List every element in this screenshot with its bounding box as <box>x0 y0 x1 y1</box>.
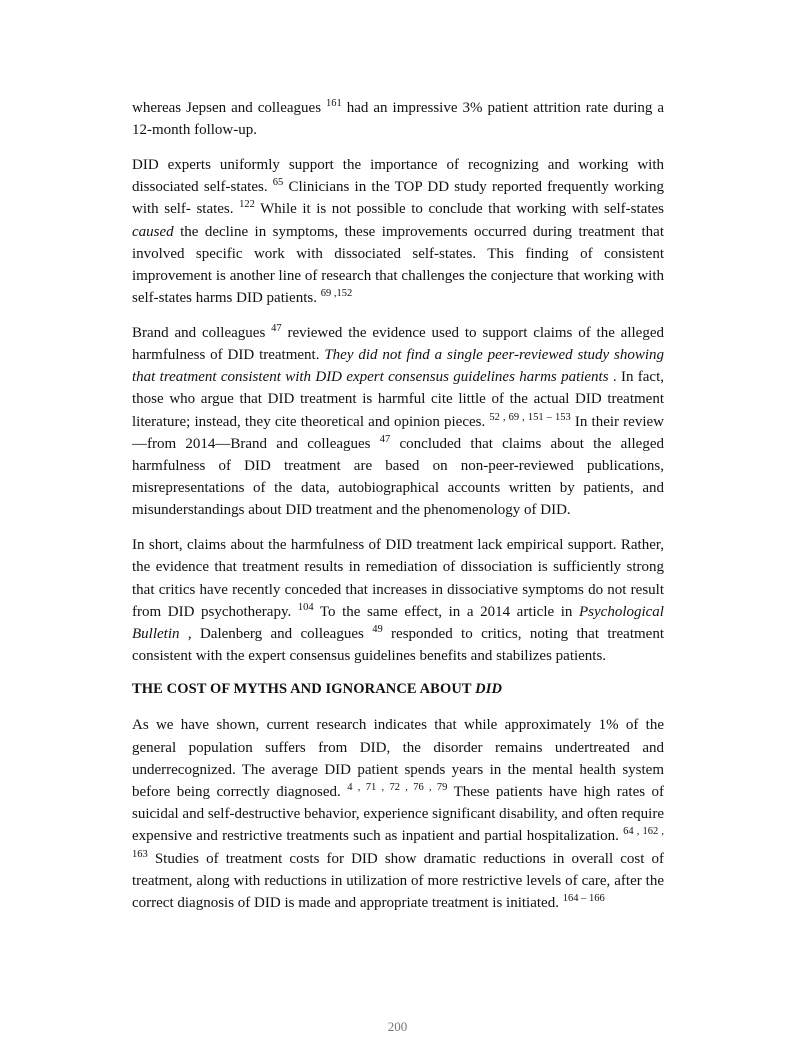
citation-superscript: 65 <box>272 177 284 189</box>
citation-superscript: 64 , 162 , 163 <box>132 826 665 860</box>
text-run: reviewed the evidence used to support claims of the alleged harmfulness of DID treatment. <box>132 324 664 364</box>
citation-superscript: 122 <box>239 199 255 211</box>
citation-superscript: 49 <box>372 623 383 635</box>
paragraph-harmfulness-review <box>132 322 664 522</box>
citation-superscript: 69 ,152 <box>320 288 353 300</box>
text-run: To the same effect, in a 2014 article in <box>313 603 579 620</box>
text-run: Brand and colleagues <box>132 324 272 341</box>
section-heading-italic: DID <box>475 681 503 698</box>
section-heading <box>132 681 664 698</box>
text-run: These patients have high rates of suicidal and self-destructive behavior, experience significant disability, and often require expensive and restrictive treatments such as inpatient and partial hospitalization. <box>132 783 665 845</box>
text-run: Studies of treatment costs for DID show dramatic reductions in overall cost of treatment, along with reductions in utilization of more restrictive levels of care, after the correct diagnosis of DID is made and appropriate treatment is initiated. <box>132 850 664 911</box>
italic-text: They did not find a single peer-reviewed study showing that treatment consistent with DID expert consensus guidelines harms patients <box>132 347 665 386</box>
citation-superscript: 164 – 166 <box>562 893 605 904</box>
citation-superscript: 104 <box>297 601 314 613</box>
citation-superscript: 161 <box>326 98 342 109</box>
paragraph-attrition <box>132 97 664 141</box>
italic-text: Psychological Bulletin <box>132 603 664 642</box>
text-run: concluded that claims about the alleged harmfulness of DID treatment are based on non-peer-reviewed publications, misrepresentations of the data, autobiographical accounts written by patients, and misunderstandings about DID treatment and the phenomenology of DID. <box>132 435 664 519</box>
document-page <box>132 97 664 914</box>
citation-superscript: 4 , 71 , 72 , 76 , 79 <box>347 781 448 793</box>
text-run: In short, claims about the harmfulness of DID treatment lack empirical support. Rather, the evidence that treatment results in remediation of dissociation is sufficiently strong that critics have recently conceded that increases in dissociative symptoms do not result from DID psychotherapy. <box>132 537 664 620</box>
text-run: had an impressive 3% patient attrition rate during a 12-month follow-up. <box>132 100 664 139</box>
text-run: As we have shown, current research indicates that while approximately 1% of the general population suffers from DID, the disorder remains undertreated and underrecognized. The average DID patient spends years in the mental health system before being correctly diagnosed. <box>132 717 664 800</box>
text-run: While it is not possible to conclude that working with self-states <box>254 201 664 218</box>
citation-superscript: 47 <box>271 322 282 334</box>
paragraph-cost <box>132 714 664 914</box>
text-run: In their review—from 2014—Brand and colleagues <box>132 413 664 452</box>
paragraph-self-states <box>132 154 664 309</box>
text-run: Clinicians in the TOP DD study reported frequently working with self- states. <box>132 179 664 218</box>
section-heading-text: THE COST OF MYTHS AND IGNORANCE ABOUT <box>132 681 476 698</box>
text-run: the decline in symptoms, these improvements occurred during treatment that involved specific work with dissociated self-states. This finding of consistent improvement is another line of research that challenges the conjecture that working with self-states harms DID patients. <box>132 223 664 307</box>
text-run: responded to critics, noting that treatment consistent with the expert consensus guidelines benefits and stabilizes patients. <box>132 625 664 665</box>
paragraph-empirical-support <box>132 534 664 667</box>
italic-text: caused <box>132 223 174 240</box>
citation-superscript: 52 , 69 , 151 – 153 <box>489 411 571 423</box>
text-run: . In fact, those who argue that DID treatment is harmful cite little of the actual DID treatment literature; instead, they cite theoretical and opinion pieces. <box>132 369 664 430</box>
text-run: DID experts uniformly support the importance of recognizing and working with dissociated self-states. <box>132 156 664 196</box>
citation-superscript: 47 <box>379 433 391 445</box>
text-run: whereas Jepsen and colleagues <box>132 100 327 116</box>
page-number: 200 <box>387 1019 408 1034</box>
text-run: , Dalenberg and colleagues <box>179 625 373 642</box>
